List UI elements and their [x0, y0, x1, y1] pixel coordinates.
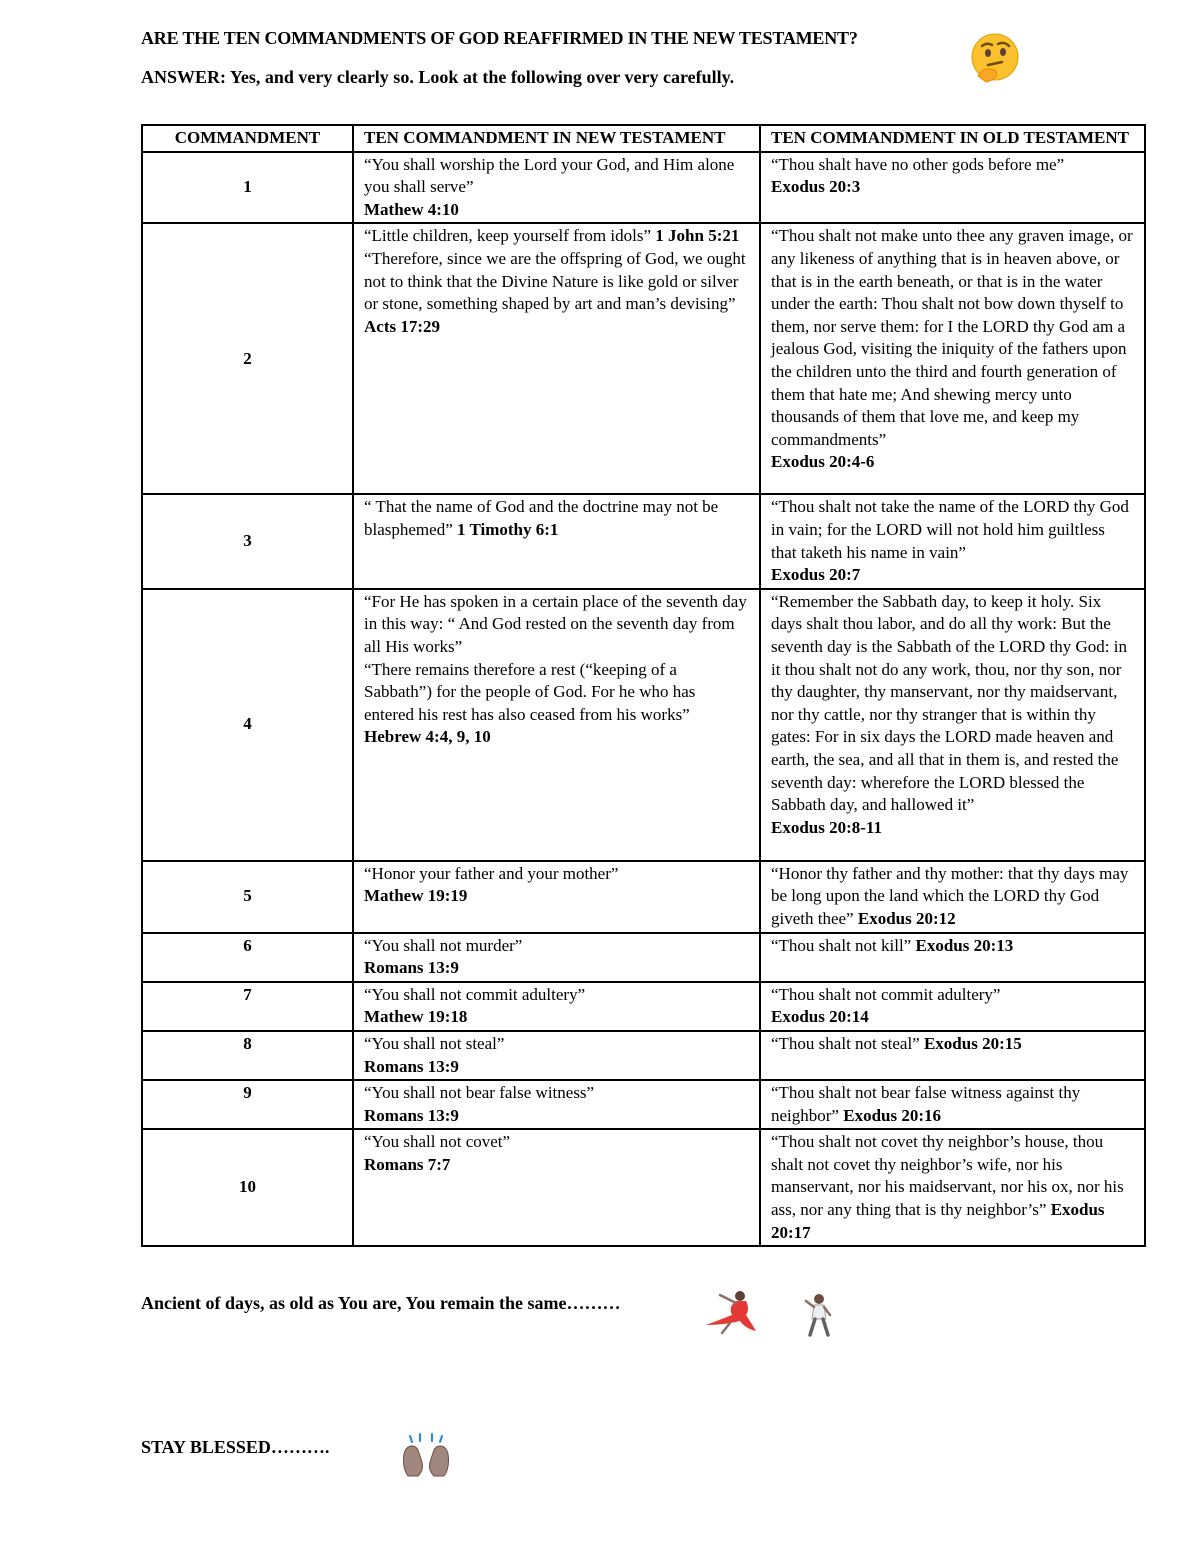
quote-block — [771, 154, 1134, 199]
raising-hands-icon — [398, 1432, 454, 1480]
scripture-reference: Exodus 20:14 — [771, 1007, 869, 1027]
table-row — [142, 152, 1145, 224]
quote-block — [771, 591, 1134, 840]
new-testament-cell — [353, 494, 760, 588]
quote-block — [771, 225, 1134, 474]
quote-text: “Thou shalt not commit adultery” — [771, 984, 1001, 1004]
header-new-testament: TEN COMMANDMENT IN NEW TESTAMENT — [353, 125, 760, 152]
quote-block — [771, 496, 1134, 586]
table-row — [142, 861, 1145, 933]
scripture-reference: Exodus 20:17 — [771, 1200, 1105, 1242]
dancing-woman-icon — [700, 1287, 760, 1337]
old-testament-cell — [760, 982, 1145, 1031]
quote-text: “There remains therefore a rest (“keeping of a Sabbath”) for the people of God. For he who has entered his rest has also ceased from his works” — [364, 659, 696, 724]
scripture-reference: Hebrew 4:4, 9, 10 — [364, 727, 491, 747]
quote-text: “Thou shalt not take the name of the LORD thy God in vain; for the LORD will not hold him guiltless that taketh his name in vain” — [771, 497, 1129, 562]
commandment-number: 7 — [142, 982, 353, 1031]
quote-text: “You shall not steal” — [364, 1033, 505, 1053]
footer-line: Ancient of days, as old as You are, You remain the same……… — [141, 1293, 621, 1313]
new-testament-cell — [353, 589, 760, 861]
old-testament-cell — [760, 494, 1145, 588]
old-testament-cell — [760, 152, 1145, 224]
scripture-reference: Exodus 20:12 — [857, 908, 956, 928]
quote-block — [771, 1131, 1134, 1244]
commandment-number: 6 — [142, 933, 353, 982]
scripture-reference: Exodus 20:3 — [771, 177, 861, 197]
quote-block — [364, 248, 749, 338]
quote-block — [364, 863, 749, 908]
scripture-reference: 1 Timothy 6:1 — [457, 519, 559, 539]
quote-text: “Therefore, since we are the offspring of God, we ought not to think that the Divine Nature is like gold or silver or stone, something shaped by art and man’s devising” — [364, 248, 746, 314]
quote-text: “Remember the Sabbath day, to keep it holy. Six days shalt thou labor, and do all thy work: But the seventh day is the Sabbath of the LORD thy God: in it thou shalt not do any work, thou, nor thy son, nor thy daughter, thy manservant, nor thy maidservant, nor thy cattle, nor thy stranger that is within thy gates: For in six days the LORD made heaven and earth, the sea, and all that in them is, and rested the seventh day: wherefore the LORD blessed the Sabbath day, and hallowed it” — [771, 591, 1128, 815]
new-testament-cell — [353, 1031, 760, 1080]
scripture-reference: Romans 13:9 — [364, 958, 459, 978]
quote-block — [771, 863, 1134, 931]
quote-text: “Honor thy father and thy mother: that thy days may be long upon the land which the LORD thy God giveth thee” — [771, 863, 1129, 928]
quote-text: “Thou shalt not kill” — [771, 935, 912, 955]
quote-block — [364, 591, 749, 659]
scripture-reference: 1 John 5:21 — [655, 226, 740, 246]
quote-text: “You shall not covet” — [364, 1132, 511, 1152]
answer-line: ANSWER: Yes, and very clearly so. Look at the following over very carefully. — [141, 67, 735, 87]
old-testament-cell — [760, 1129, 1145, 1246]
dancing-man-icon — [800, 1292, 836, 1340]
scripture-reference: Mathew 19:19 — [364, 886, 468, 906]
commandment-number: 9 — [142, 1080, 353, 1129]
scripture-reference: Exodus 20:8-11 — [771, 817, 882, 837]
commandment-number: 1 — [142, 152, 353, 224]
new-testament-cell — [353, 1080, 760, 1129]
closing-line: STAY BLESSED………. — [141, 1437, 330, 1457]
old-testament-cell — [760, 1080, 1145, 1129]
quote-text: “Thou shalt not bear false witness against thy neighbor” — [771, 1083, 1081, 1125]
quote-block — [364, 154, 749, 222]
quote-block — [771, 1033, 1134, 1056]
old-testament-cell — [760, 223, 1145, 494]
quote-block — [364, 1131, 749, 1176]
scripture-reference: Exodus 20:15 — [923, 1033, 1022, 1053]
thinking-face-icon — [966, 32, 1024, 84]
table-row — [142, 1080, 1145, 1129]
scripture-reference: Mathew 19:18 — [364, 1007, 468, 1027]
quote-block — [364, 1033, 749, 1078]
table-header-row — [142, 125, 1145, 152]
quote-text: “You shall worship the Lord your God, and Him alone you shall serve” — [364, 154, 735, 197]
quote-block — [771, 935, 1134, 958]
new-testament-cell — [353, 933, 760, 982]
scripture-reference: Exodus 20:4-6 — [771, 452, 875, 472]
commandments-table — [141, 124, 1146, 1247]
quote-text: “Thou shalt not covet thy neighbor’s house, thou shalt not covet thy neighbor’s wife, nor his manservant, nor his maidservant, nor his ox, nor his ass, nor any thing that is thy neighbor’s” — [771, 1132, 1124, 1220]
header-commandment: COMMANDMENT — [142, 125, 353, 152]
new-testament-cell — [353, 152, 760, 224]
quote-text: “Thou shalt not steal” — [771, 1033, 920, 1053]
commandment-number: 3 — [142, 494, 353, 588]
quote-text: “You shall not murder” — [364, 935, 523, 955]
new-testament-cell — [353, 223, 760, 494]
new-testament-cell — [353, 1129, 760, 1246]
scripture-reference: Exodus 20:13 — [915, 935, 1014, 955]
quote-block — [364, 225, 749, 248]
quote-text: “You shall not bear false witness” — [364, 1083, 595, 1103]
scripture-reference: Exodus 20:16 — [843, 1105, 942, 1125]
scripture-reference: Romans 13:9 — [364, 1105, 459, 1125]
quote-text: “ That the name of God and the doctrine may not be blasphemed” — [364, 497, 719, 539]
quote-text: “Little children, keep yourself from idols” — [364, 226, 652, 246]
scripture-reference: Exodus 20:7 — [771, 565, 861, 585]
new-testament-cell — [353, 982, 760, 1031]
quote-block — [364, 659, 749, 749]
table-row — [142, 494, 1145, 588]
header-old-testament: TEN COMMANDMENT IN OLD TESTAMENT — [760, 125, 1145, 152]
commandment-number: 2 — [142, 223, 353, 494]
commandment-number: 4 — [142, 589, 353, 861]
quote-block — [364, 935, 749, 980]
quote-block — [364, 1082, 749, 1127]
table-row — [142, 589, 1145, 861]
table-row — [142, 1129, 1145, 1246]
table-row — [142, 1031, 1145, 1080]
old-testament-cell — [760, 1031, 1145, 1080]
table-row — [142, 933, 1145, 982]
commandment-number: 5 — [142, 861, 353, 933]
quote-text: “Honor your father and your mother” — [364, 863, 619, 883]
quote-text: “You shall not commit adultery” — [364, 984, 586, 1004]
table-row — [142, 223, 1145, 494]
quote-block — [364, 496, 749, 541]
quote-text: “Thou shalt not make unto thee any graven image, or any likeness of anything that is in heaven above, or that is in the earth beneath, or that is in the water under the earth: Thou shalt not bow down thyself to them, nor serve them: for I the LORD thy God am a jealous God, visiting the iniquity of the fathers upon the children unto the third and fourth generation of them that hate me; And shewing mercy unto thousands of them that love me, and keep my commandments” — [771, 226, 1133, 449]
new-testament-cell — [353, 861, 760, 933]
table-row — [142, 982, 1145, 1031]
quote-block — [364, 984, 749, 1029]
scripture-reference: Mathew 4:10 — [364, 199, 459, 219]
commandment-number: 10 — [142, 1129, 353, 1246]
quote-text: “Thou shalt have no other gods before me” — [771, 154, 1065, 174]
quote-block — [771, 984, 1134, 1029]
quote-block — [771, 1082, 1134, 1127]
quote-text: “For He has spoken in a certain place of the seventh day in this way: “ And God rested on the seventh day from all His works” — [364, 591, 747, 656]
old-testament-cell — [760, 933, 1145, 982]
scripture-reference: Acts 17:29 — [364, 316, 441, 336]
commandment-number: 8 — [142, 1031, 353, 1080]
scripture-reference: Romans 13:9 — [364, 1056, 459, 1076]
old-testament-cell — [760, 589, 1145, 861]
old-testament-cell — [760, 861, 1145, 933]
page-title: ARE THE TEN COMMANDMENTS OF GOD REAFFIRMED IN THE NEW TESTAMENT? — [141, 28, 858, 48]
scripture-reference: Romans 7:7 — [364, 1154, 451, 1174]
